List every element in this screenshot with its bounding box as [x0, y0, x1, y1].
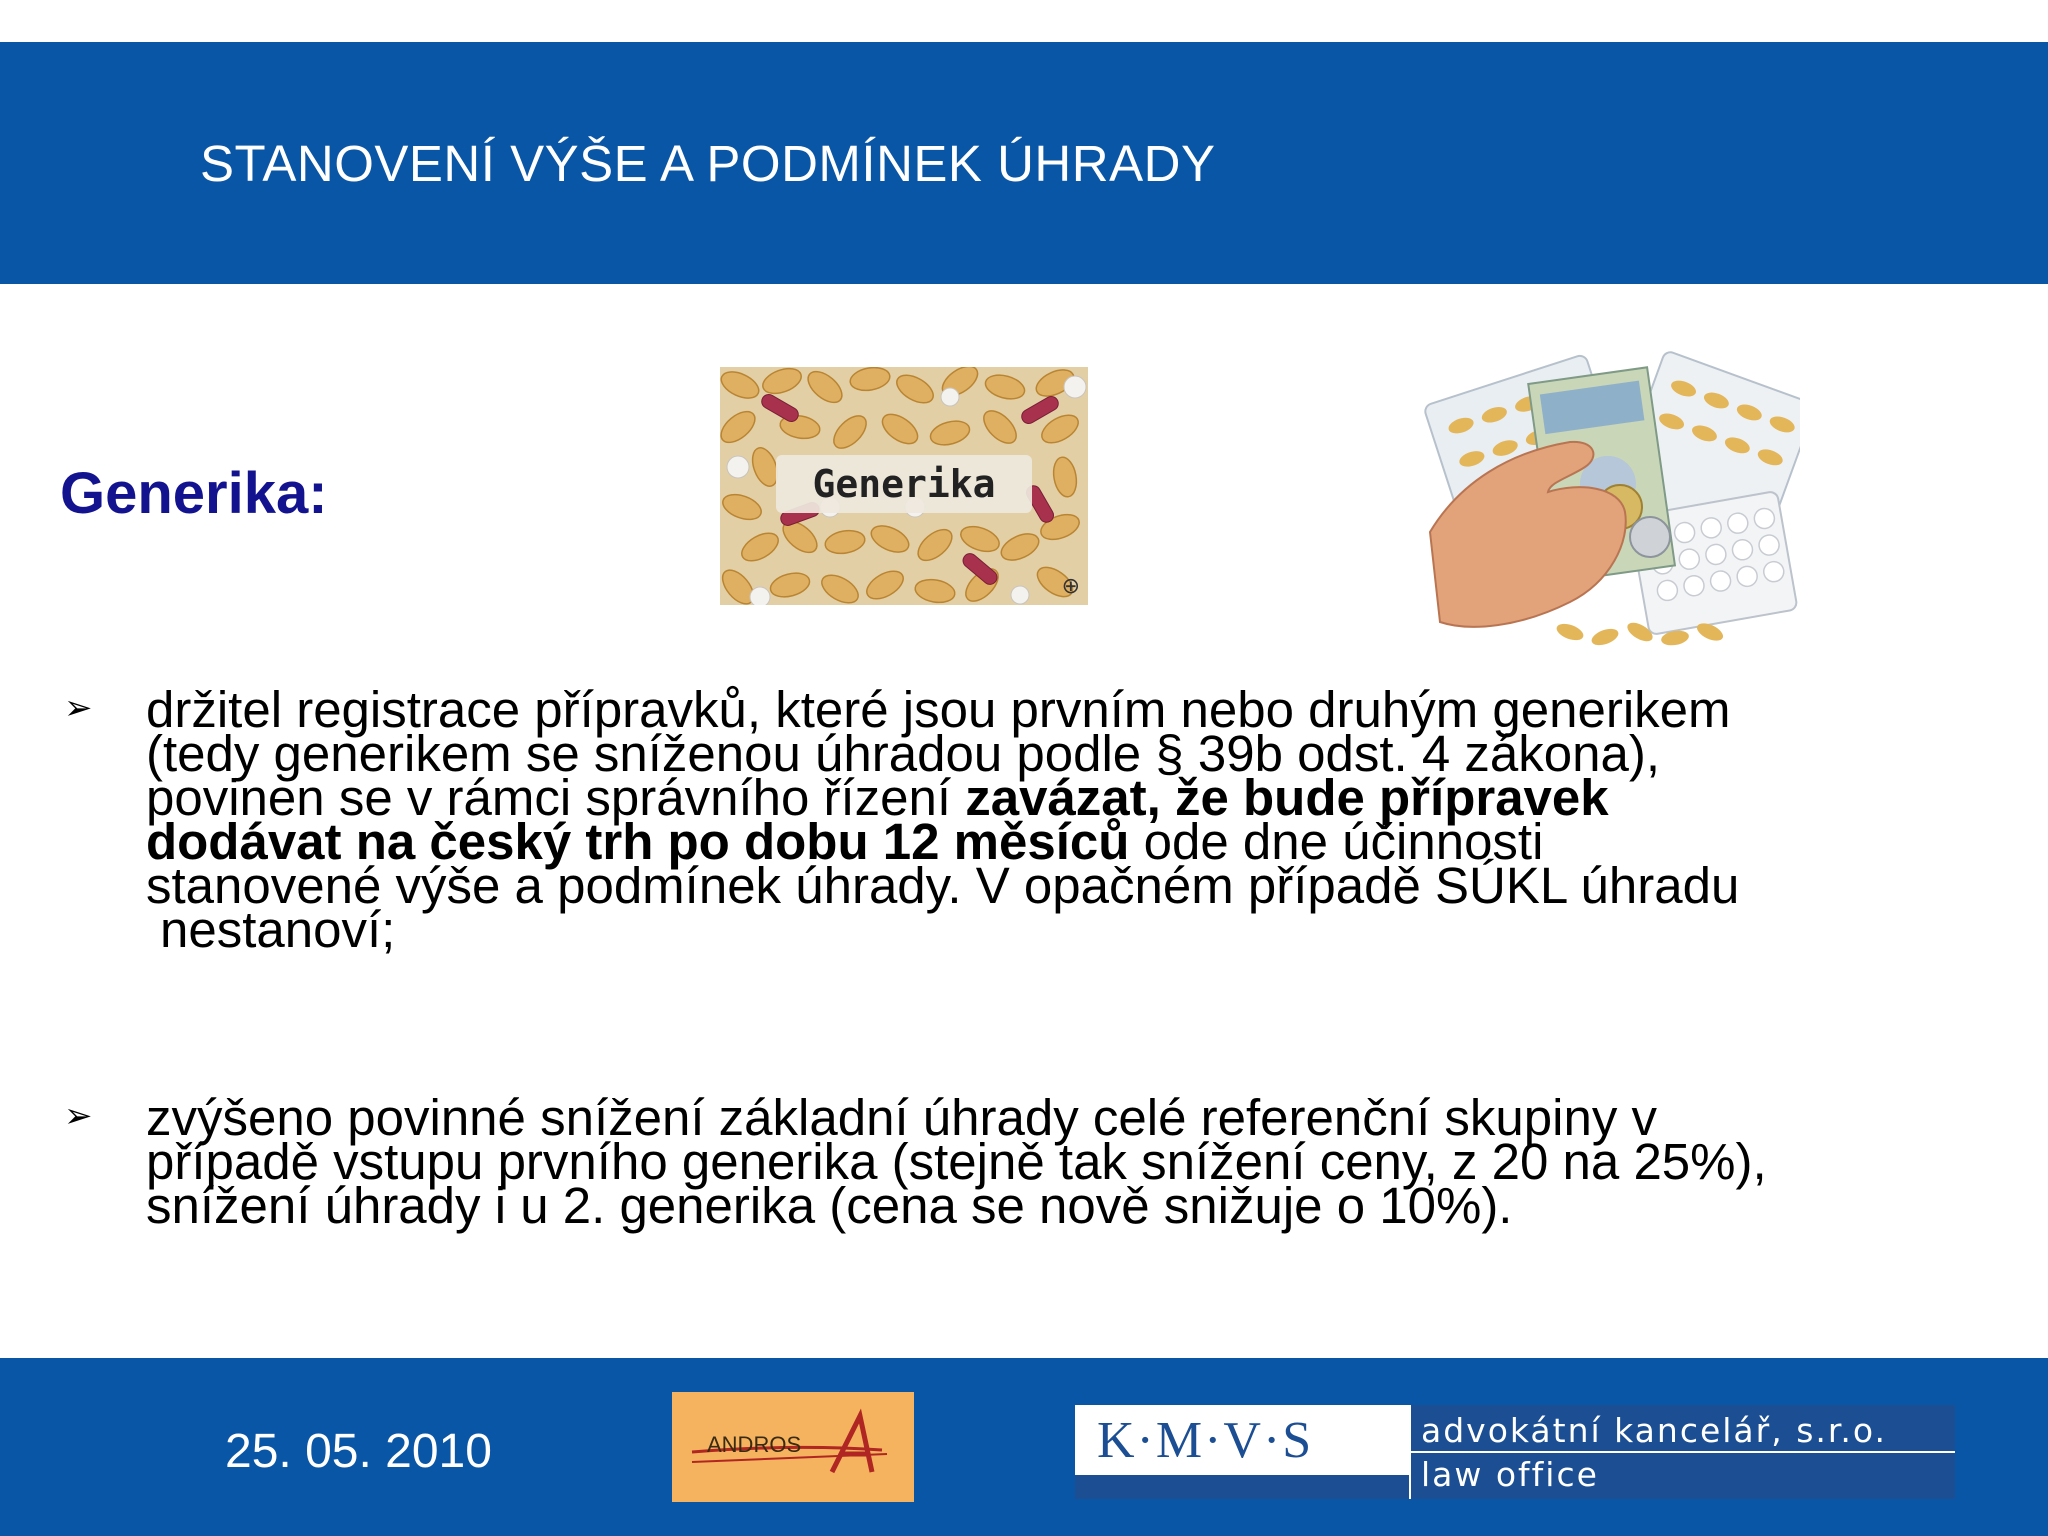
kmvs-letters: K·M·V·S — [1097, 1412, 1314, 1469]
kmvs-subtitle-line-1: advokátní kancelář, s.r.o. — [1421, 1411, 1888, 1450]
zoom-icon[interactable]: ⊕ — [1061, 573, 1080, 598]
bullet-2-line-3: snížení úhrady i u 2. generika (cena se nově snižuje o 10%). — [146, 1177, 1513, 1234]
arrowhead-bullet-icon: ➢ — [64, 689, 93, 727]
bullet-2-line-2: případě vstupu prvního generika (stejně tak snížení ceny, z 20 na 25%), — [146, 1133, 1767, 1190]
bullet-1-line-1: držitel registrace přípravků, které jsou prvním nebo druhým generikem — [146, 681, 1731, 738]
hand-money-pills-image — [1420, 332, 1800, 650]
bullet-1-line-3-text: povinen se v rámci správního řízení — [146, 769, 966, 826]
bullet-1-line-3-bold: zavázat, že bude přípravek — [965, 769, 1609, 826]
bullet-1-line-6: nestanoví; — [160, 901, 396, 958]
footer-date: 25. 05. 2010 — [225, 1425, 492, 1478]
bullet-2-line-1: zvýšeno povinné snížení základní úhrady celé referenční skupiny v — [146, 1089, 1658, 1146]
andros-logo-text: ANDROS — [707, 1432, 802, 1457]
hand-money-illustration — [1420, 332, 1800, 650]
kmvs-divider — [1411, 1451, 1955, 1453]
andros-logo-mark — [672, 1392, 914, 1502]
section-title: Generika: — [60, 461, 328, 526]
bullet-1-line-2: (tedy generikem se sníženou úhradou podle § 39b odst. 4 zákona), — [146, 725, 1660, 782]
bullet-paragraph-2 — [146, 1089, 1996, 1234]
andros-logo — [672, 1392, 914, 1502]
generika-label: Generika — [776, 455, 1032, 513]
page-title: STANOVENÍ VÝŠE A PODMÍNEK ÚHRADY — [200, 135, 1216, 192]
kmvs-subtitle-line-2: law office — [1421, 1455, 1599, 1494]
arrowhead-bullet-icon: ➢ — [64, 1097, 93, 1135]
bullet-1-line-5: stanovené výše a podmínek úhrady. V opačném případě SÚKL úhradu — [146, 857, 1740, 914]
bullet-1-line-4-text: ode dne účinnosti — [1129, 813, 1544, 870]
generika-pills-image — [720, 367, 1088, 605]
bullet-1-line-4-bold: dodávat na český trh po dobu 12 měsíců — [146, 813, 1130, 870]
bullet-paragraph-1 — [146, 681, 1996, 958]
kmvs-letters-panel — [1075, 1405, 1409, 1499]
kmvs-logo — [1075, 1405, 1955, 1499]
